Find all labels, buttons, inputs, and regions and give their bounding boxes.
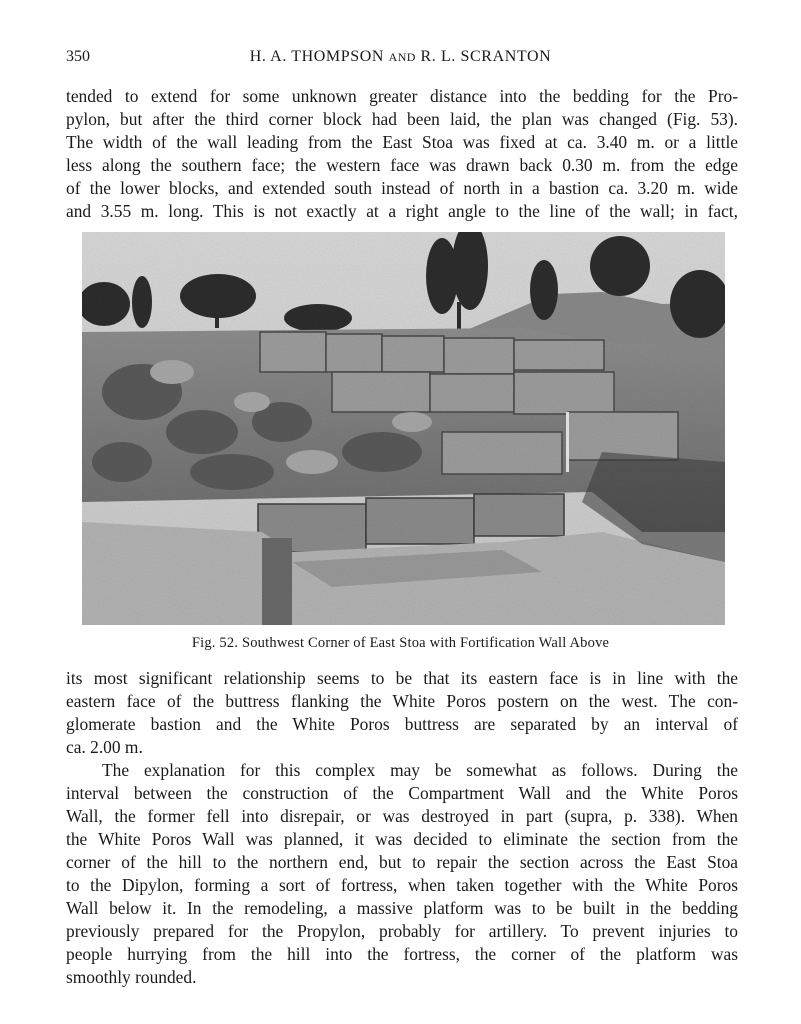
figure-caption: Fig. 52. Southwest Corner of East Stoa with Fortification Wall Above	[191, 635, 610, 651]
text-line: glomerate bastion and the White Poros buttress are separated by an interval of	[66, 714, 738, 734]
text-line: corner of the hill to the northern end, but to repair the section across the East Stoa	[66, 852, 738, 872]
text-line: of the lower blocks, and extended south instead of north in a bastion ca. 3.20 m. wide	[66, 178, 738, 198]
text-line: to the Dipylon, forming a sort of fortress, when taken together with the White Poros	[66, 875, 738, 895]
text-line: ca. 2.00 m.	[66, 737, 143, 757]
paragraph-continuation	[66, 667, 738, 989]
author-conjunction: AND	[388, 50, 416, 64]
text-line: smoothly rounded.	[66, 967, 197, 987]
wall-photograph	[82, 232, 725, 625]
author-thompson: H. A. THOMPSON	[249, 48, 385, 65]
text-line: people hurrying from the hill into the fortress, the corner of the platform was	[66, 944, 738, 964]
text-line: eastern face of the buttress flanking the White Poros postern on the west. The con-	[66, 691, 738, 711]
paragraph-top	[66, 85, 738, 223]
text-line: previously prepared for the Propylon, probably for artillery. To prevent injuries to	[66, 921, 738, 941]
text-line: tended to extend for some unknown greater distance into the bedding for the Pro-	[66, 86, 738, 106]
figure-photo-wall	[82, 232, 725, 625]
text-line: The explanation for this complex may be somewhat as follows. During the	[102, 760, 738, 780]
text-line: The width of the wall leading from the East Stoa was fixed at ca. 3.40 m. or a little	[66, 132, 738, 152]
text-line: and 3.55 m. long. This is not exactly at a right angle to the line of the wall; in fact,	[66, 201, 738, 221]
text-line: its most significant relationship seems to be that its eastern face is in line with the	[66, 668, 738, 688]
text-line: less along the southern face; the western face was drawn back 0.30 m. from the edge	[66, 155, 738, 175]
running-head	[0, 48, 801, 66]
text-line: Wall below it. In the remodeling, a massive platform was to be built in the bedding	[66, 898, 738, 918]
author-scranton: R. L. SCRANTON	[420, 48, 552, 65]
text-line: Wall, the former fell into disrepair, or was destroyed in part (supra, p. 338). When	[66, 806, 738, 826]
text-line: pylon, but after the third corner block had been laid, the plan was changed (Fig. 53).	[66, 109, 738, 129]
text-line: the White Poros Wall was planned, it was decided to eliminate the section from the	[66, 829, 738, 849]
text-line: interval between the construction of the Compartment Wall and the White Poros	[66, 783, 738, 803]
page-number: 350	[66, 48, 90, 65]
